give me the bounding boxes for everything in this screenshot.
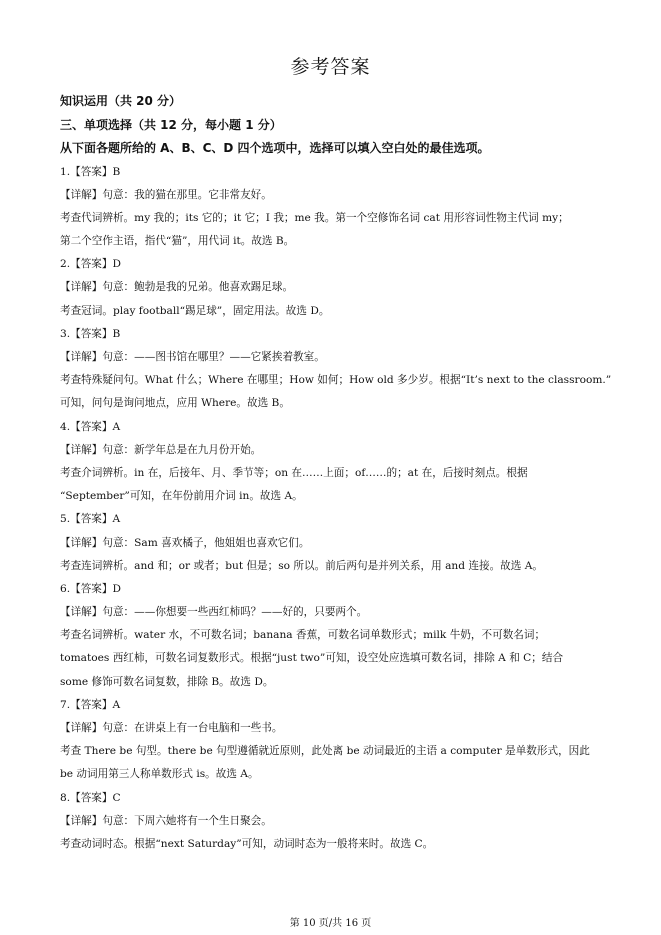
text-line: 【详解】句意：——你想要一些西红柿吗？——好的，只要两个。 [60, 606, 368, 619]
text-line: 8.【答案】C [60, 791, 121, 804]
text-line: 可知，问句是询问地点，应用 Where。故选 B。 [60, 397, 290, 410]
text-line: 第二个空作主语，指代“猫”，用代词 it。故选 B。 [60, 235, 295, 248]
text-line: 【详解】句意：新学年总是在九月份开始。 [60, 443, 262, 456]
page-title: 参考答案 [290, 56, 371, 78]
text-line: 考查连词辨析。and 和；or 或者；but 但是；so 所以。前后两句是并列关系，用 and 连接。故选 A。 [60, 559, 543, 572]
text-line: 6.【答案】D [60, 582, 121, 595]
text-line: 1.【答案】B [60, 165, 121, 178]
text-line: be 动词用第三人称单数形式 is。故选 A。 [60, 768, 259, 781]
text-line: 4.【答案】A [60, 420, 121, 433]
text-line: 【详解】句意：——图书馆在哪里？——它紧挨着教室。 [60, 351, 325, 363]
text-line: 5.【答案】A [60, 513, 121, 526]
text-line: 【详解】句意：Sam 喜欢橘子，他姐姐也喜欢它们。 [60, 536, 310, 549]
text-line: 考查 There be 句型。there be 句型遵循就近原则，此处离 be 动词最近的主语 a computer 是单数形式，因此 [60, 745, 590, 758]
text-line: 【详解】句意：在讲桌上有一台电脑和一些书。 [60, 722, 283, 734]
instruction-text: 从下面各题所给的 A、B、C、D 四个选项中，选择可以填入空白处的最佳选项。 [60, 141, 490, 155]
text-line: 考查名词辨析。water 水，不可数名词；banana 香蕉，可数名词单数形式；milk 牛奶，不可数名词； [60, 629, 546, 642]
text-line: 考查冠词。play football“踢足球”，固定用法。故选 D。 [60, 304, 330, 317]
text-line: 7.【答案】A [60, 698, 121, 711]
section-heading: 知识运用（共 20 分） [60, 94, 182, 108]
text-line: 考查动词时态。根据“next Saturday”可知，动词时态为一般将来时。故选 C。 [60, 837, 434, 850]
text-line: 【详解】句意：我的猫在那里。它非常友好。 [60, 188, 272, 201]
subsection-heading: 三、单项选择（共 12 分，每小题 1 分） [60, 117, 282, 132]
text-line: 考查介词辨析。in 在，后接年、月、季节等；on 在……上面；of……的；at 在，后接时刻点。根据 [60, 466, 528, 479]
text-line: 考查特殊疑问句。What 什么；Where 在哪里；How 如何；How old 多少岁。根据“It’s next to the classroom.” [60, 374, 612, 387]
text-line: tomatoes 西红柿，可数名词复数形式。根据“just two”可知，设空处应选填可数名词，排除 A 和 C；结合 [60, 652, 564, 665]
text-line: 2.【答案】D [60, 258, 121, 271]
text-line: 考查代词辨析。my 我的；its 它的；it 它；I 我；me 我。第一个空修饰名词 cat 用形容词性物主代词 my； [60, 211, 569, 224]
page-content [60, 90, 612, 856]
text-line: “September”可知，在年份前用介词 in。故选 A。 [60, 490, 303, 503]
text-line: 3.【答案】B [60, 327, 121, 340]
page-footer: 第 10 页/共 16 页 [289, 918, 372, 929]
text-line: some 修饰可数名词复数，排除 B。故选 D。 [60, 675, 274, 688]
text-line: 【详解】句意：鲍勃是我的兄弟。他喜欢踢足球。 [60, 281, 294, 294]
text-line: 【详解】句意：下周六她将有一个生日聚会。 [60, 814, 272, 827]
